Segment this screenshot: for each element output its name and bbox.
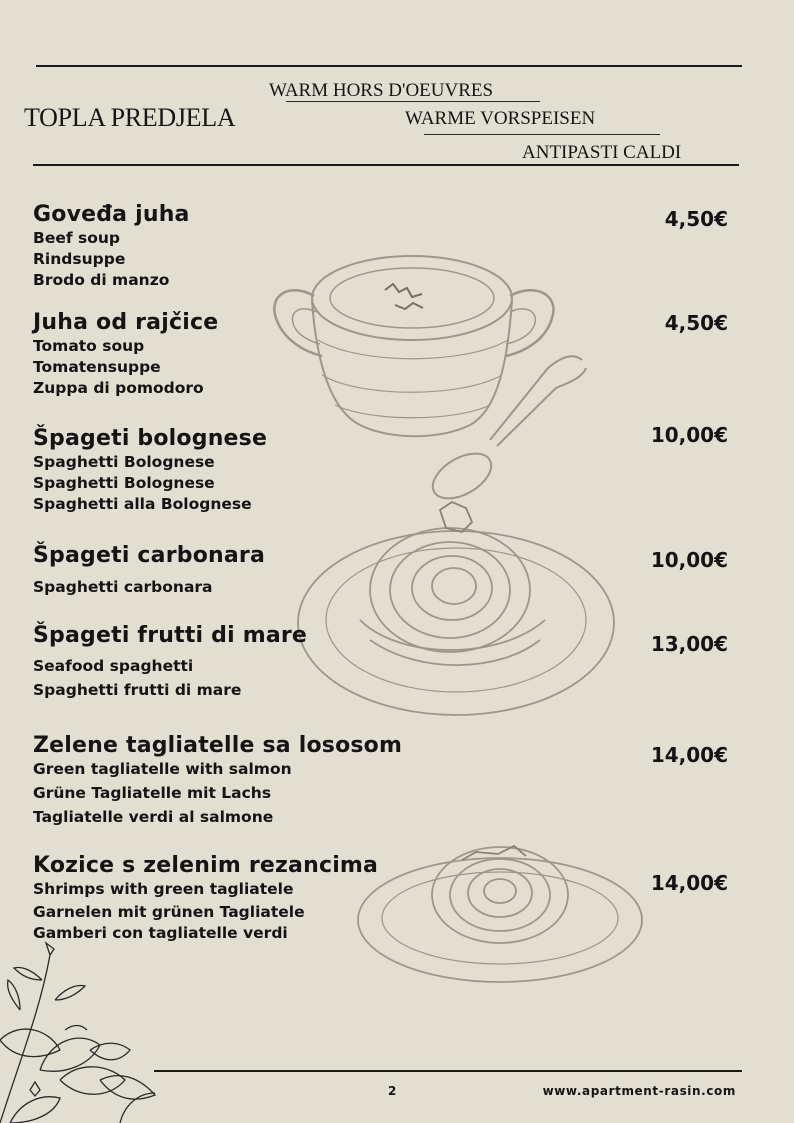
item-translation: Spaghetti frutti di mare: [33, 681, 242, 699]
item-name: Špageti frutti di mare: [33, 623, 308, 648]
item-translation: Tomatensuppe: [33, 358, 161, 376]
item-translation: Spaghetti alla Bolognese: [33, 495, 252, 513]
item-translation: Green tagliatelle with salmon: [33, 760, 292, 778]
item-translation: Tomato soup: [33, 337, 145, 355]
page-number: 2: [388, 1084, 397, 1098]
menu-item: [33, 310, 218, 399]
item-translation: Spaghetti carbonara: [33, 578, 213, 596]
item-name: Kozice s zelenim rezancima: [33, 853, 379, 878]
item-translation: Spaghetti Bolognese: [33, 474, 215, 492]
item-translation: Shrimps with green tagliatele: [33, 880, 294, 898]
item-translation: Tagliatelle verdi al salmone: [33, 808, 274, 826]
item-name: Goveđa juha: [33, 202, 190, 227]
menu-item: [33, 733, 402, 828]
item-name: Špageti bolognese: [33, 426, 268, 451]
item-price: 4,50€: [664, 311, 728, 335]
footer-rule: [154, 1070, 742, 1072]
section-title: TOPLA PREDJELA: [24, 103, 236, 132]
menu-item: [33, 623, 307, 701]
item-price: 4,50€: [664, 207, 728, 231]
item-price: 10,00€: [650, 548, 728, 572]
spaghetti-plate-icon: [298, 502, 614, 715]
item-translation: Zuppa di pomodoro: [33, 379, 204, 397]
tagliatelle-plate-icon: [358, 846, 642, 982]
item-translation: Rindsuppe: [33, 250, 126, 268]
item-price: 14,00€: [650, 871, 728, 895]
item-price: 14,00€: [650, 743, 728, 767]
item-translation: Grüne Tagliatelle mit Lachs: [33, 784, 272, 802]
section-title-italian: ANTIPASTI CALDI: [522, 142, 682, 163]
section-title-english: WARM HORS D'OEUVRES: [269, 80, 494, 101]
menu-item: [33, 426, 267, 515]
item-name: Špageti carbonara: [33, 543, 266, 568]
website-link[interactable]: www.apartment-rasin.com: [542, 1084, 736, 1098]
item-price: 10,00€: [650, 423, 728, 447]
menu-item: [33, 853, 378, 944]
item-price: 13,00€: [650, 632, 728, 656]
lily-flower-icon: [0, 943, 155, 1123]
soup-bowl-icon: [274, 256, 553, 436]
item-translation: Spaghetti Bolognese: [33, 453, 215, 471]
section-title-german: WARME VORSPEISEN: [405, 108, 596, 129]
item-translation: Garnelen mit grünen Tagliatele: [33, 903, 305, 921]
menu-item: [33, 543, 265, 598]
item-translation: Brodo di manzo: [33, 271, 170, 289]
menu-item: [33, 202, 190, 291]
item-name: Zelene tagliatelle sa lososom: [33, 733, 403, 758]
item-name: Juha od rajčice: [33, 310, 219, 335]
item-translation: Beef soup: [33, 229, 120, 247]
item-translation: Seafood spaghetti: [33, 657, 194, 675]
item-translation: Gamberi con tagliatelle verdi: [33, 924, 288, 942]
